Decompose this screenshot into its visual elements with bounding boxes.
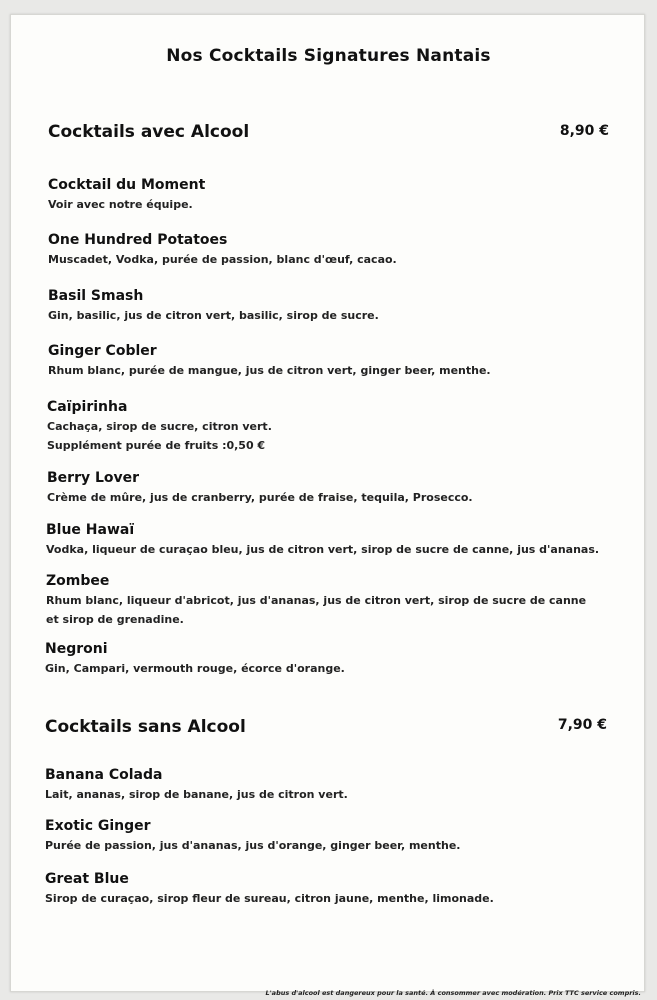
item-description: Crème de mûre, jus de cranberry, purée de fraise, tequila, Prosecco. bbox=[47, 491, 473, 504]
item-name: One Hundred Potatoes bbox=[48, 232, 228, 248]
item-description: Rhum blanc, liqueur d'abricot, jus d'ananas, jus de citron vert, sirop de sucre de canne bbox=[46, 594, 587, 607]
menu-item-caipirinha bbox=[47, 397, 272, 455]
menu-item-zombee bbox=[46, 571, 586, 629]
item-description: Gin, basilic, jus de citron vert, basilic, sirop de sucre. bbox=[48, 309, 379, 322]
item-name: Blue Hawaï bbox=[46, 522, 135, 538]
item-description: Purée de passion, jus d'ananas, jus d'orange, ginger beer, menthe. bbox=[45, 839, 461, 852]
section-price-non-alcohol: 7,90 € bbox=[557, 717, 607, 733]
item-description-line2: et sirop de grenadine. bbox=[46, 613, 184, 626]
item-description: Rhum blanc, purée de mangue, jus de citron vert, ginger beer, menthe. bbox=[48, 364, 491, 377]
section-title-alcohol: Cocktails avec Alcool bbox=[48, 122, 250, 142]
item-name: Exotic Ginger bbox=[45, 818, 151, 834]
legal-footer: L'abus d'alcool est dangereux pour la santé. À consommer avec modération. Prix TTC service compris. bbox=[265, 989, 641, 997]
item-name: Ginger Cobler bbox=[48, 343, 157, 359]
item-description: Sirop de curaçao, sirop fleur de sureau, citron jaune, menthe, limonade. bbox=[45, 892, 494, 905]
item-name: Berry Lover bbox=[47, 470, 140, 486]
menu-item-negroni bbox=[45, 639, 345, 678]
menu-item-ginger-cobler bbox=[48, 341, 491, 380]
item-description: Lait, ananas, sirop de banane, jus de citron vert. bbox=[45, 788, 348, 801]
item-name: Banana Colada bbox=[45, 767, 163, 783]
menu-item-banana-colada bbox=[45, 765, 348, 804]
menu-item-cocktail-du-moment bbox=[48, 175, 205, 214]
item-name: Caïpirinha bbox=[47, 399, 128, 415]
menu-item-one-hundred-potatoes bbox=[48, 230, 397, 269]
section-price-alcohol: 8,90 € bbox=[559, 123, 609, 139]
item-name: Great Blue bbox=[45, 871, 129, 887]
item-description: Cachaça, sirop de sucre, citron vert. bbox=[47, 420, 272, 433]
menu-item-berry-lover bbox=[47, 468, 473, 507]
section-title-non-alcohol: Cocktails sans Alcool bbox=[45, 717, 246, 737]
menu-item-exotic-ginger bbox=[45, 816, 460, 855]
menu-item-basil-smash bbox=[48, 286, 379, 325]
item-name: Basil Smash bbox=[48, 288, 144, 304]
item-name: Negroni bbox=[45, 641, 108, 657]
menu-item-great-blue bbox=[45, 869, 494, 908]
menu-item-blue-hawai bbox=[46, 520, 599, 559]
menu-title: Nos Cocktails Signatures Nantais bbox=[166, 46, 491, 66]
item-description-supplement: Supplément purée de fruits :0,50 € bbox=[47, 439, 266, 452]
item-description: Muscadet, Vodka, purée de passion, blanc d'œuf, cacao. bbox=[48, 253, 397, 266]
item-description: Vodka, liqueur de curaçao bleu, jus de citron vert, sirop de sucre de canne, jus d'ananas. bbox=[46, 543, 600, 556]
item-name: Cocktail du Moment bbox=[48, 177, 206, 193]
item-description: Voir avec notre équipe. bbox=[48, 198, 193, 211]
item-name: Zombee bbox=[46, 573, 110, 589]
item-description: Gin, Campari, vermouth rouge, écorce d'orange. bbox=[45, 662, 345, 675]
